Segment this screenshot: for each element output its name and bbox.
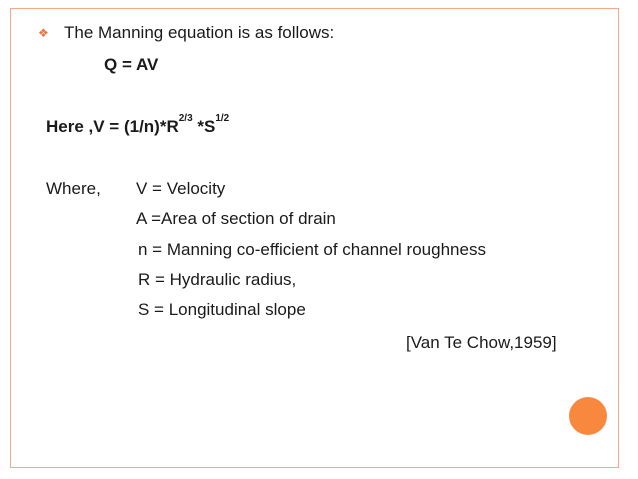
definition-area: A =Area of section of drain: [136, 209, 336, 228]
definition-slope: S = Longitudinal slope: [138, 300, 306, 319]
formula-q: Q = AV: [104, 55, 159, 74]
where-label: Where,: [46, 179, 101, 198]
formula-v: [46, 113, 230, 136]
definition-manning-n: n = Manning co-efficient of channel roughness: [138, 240, 486, 259]
slide-frame: [10, 8, 619, 468]
formula-v-mid: *S: [192, 117, 216, 136]
definition-hydraulic-radius: R = Hydraulic radius,: [138, 270, 297, 289]
accent-circle: [569, 397, 607, 435]
formula-v-exponent-r: 2/3: [178, 113, 193, 124]
intro-text: The Manning equation is as follows:: [64, 23, 335, 42]
formula-v-prefix: Here ,V = (1/n)*R: [46, 117, 179, 136]
definition-velocity: V = Velocity: [136, 179, 226, 198]
formula-v-exponent-s: 1/2: [215, 113, 230, 124]
citation: [Van Te Chow,1959]: [406, 333, 557, 352]
bullet-icon: ❖: [38, 26, 49, 40]
